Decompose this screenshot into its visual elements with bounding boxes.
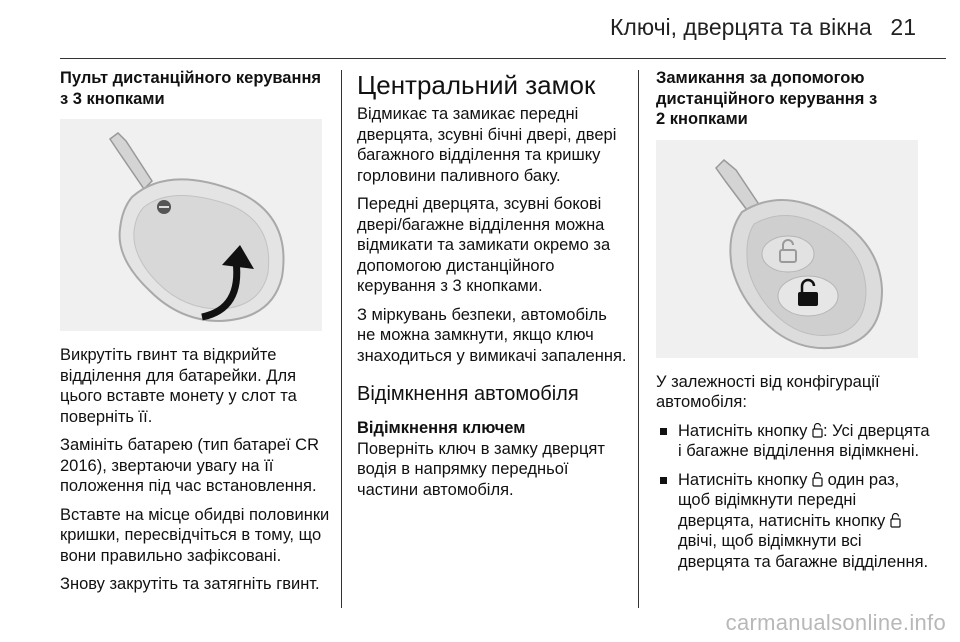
watermark: carmanualsonline.info [725,610,946,635]
column-right [656,68,934,580]
bullet-marker [660,428,667,435]
unlock-padlock-icon [890,513,901,528]
key-fob-with-screw-arrow-icon [60,119,322,331]
bullet-text: двічі, щоб відімкнути всі дверцята та багажне відділення. [678,532,929,571]
bullet-list [656,421,934,573]
column-left [60,68,330,603]
paragraph: Знову закрутіть та затягніть гвинт. [60,575,320,593]
section-heading [60,68,330,109]
column-divider-1 [341,70,342,608]
subsection-title: Відімкнення автомобіля [357,383,579,405]
key-fob-figure [60,119,322,331]
bullet-text: Натисніть кнопку [678,470,808,489]
header-rule [60,58,946,59]
paragraph: Викрутіть гвинт та відкрийте відділення для батарейки. Для цього вставте монету у слот та поверніть її. [60,346,297,426]
column-divider-2 [638,70,639,608]
unlock-padlock-icon [812,472,823,487]
unlock-padlock-icon [812,423,823,438]
list-item [656,421,934,462]
page-number: 21 [890,14,916,40]
section-heading [656,68,934,130]
heading-line: Замикання за допомогою [656,69,865,87]
column-middle [357,68,627,508]
subheading: Відімкнення ключем [357,419,526,437]
paragraph: Поверніть ключ в замку дверцят водія в напрямку передньої частини автомобіля. [357,439,605,499]
heading-line: Пульт дистанційного керування [60,69,322,87]
heading-line: з 3 кнопками [60,89,165,108]
key-fob-2btn-figure [656,140,918,358]
paragraph: Вставте на місце обидві половинки кришки, пересвідчіться в тому, що вони правильно зафіксовані. [60,505,330,565]
paragraph: Відмикає та замикає передні дверцята, зсувні бічні двері, двері багажного відділення та кришку горловини паливного баку. [357,105,617,185]
bullet-marker [660,477,667,484]
heading-line: 2 кнопками [656,110,748,128]
paragraph: З міркувань безпеки, автомобіль не можна замкнути, якщо ключ знаходиться у вимикачі запалення. [357,305,627,365]
bullet-text: : Усі дверцята і багажне відділення відімкнені. [678,421,930,460]
bullet-text: один раз, щоб відімкнути передні дверцята, натисніть кнопку [678,470,900,530]
paragraph: У залежності від конфігурації автомобіля: [656,372,880,411]
section-title: Центральний замок [357,70,596,100]
header-title: Ключі, дверцята та вікна [610,14,872,40]
paragraph: Замініть батарею (тип батареї CR 2016), звертаючи увагу на її положення під час встановлення. [60,436,319,495]
bullet-text: Натисніть кнопку [678,421,808,440]
heading-line: дистанційного керування з [656,89,878,108]
key-fob-two-buttons-icon [656,140,918,358]
list-item [656,470,934,573]
paragraph: Передні дверцята, зсувні бокові двері/багажне відділення можна відмикати та замикати окремо за допомогою дистанційного керування з 3 кнопками. [357,195,611,295]
